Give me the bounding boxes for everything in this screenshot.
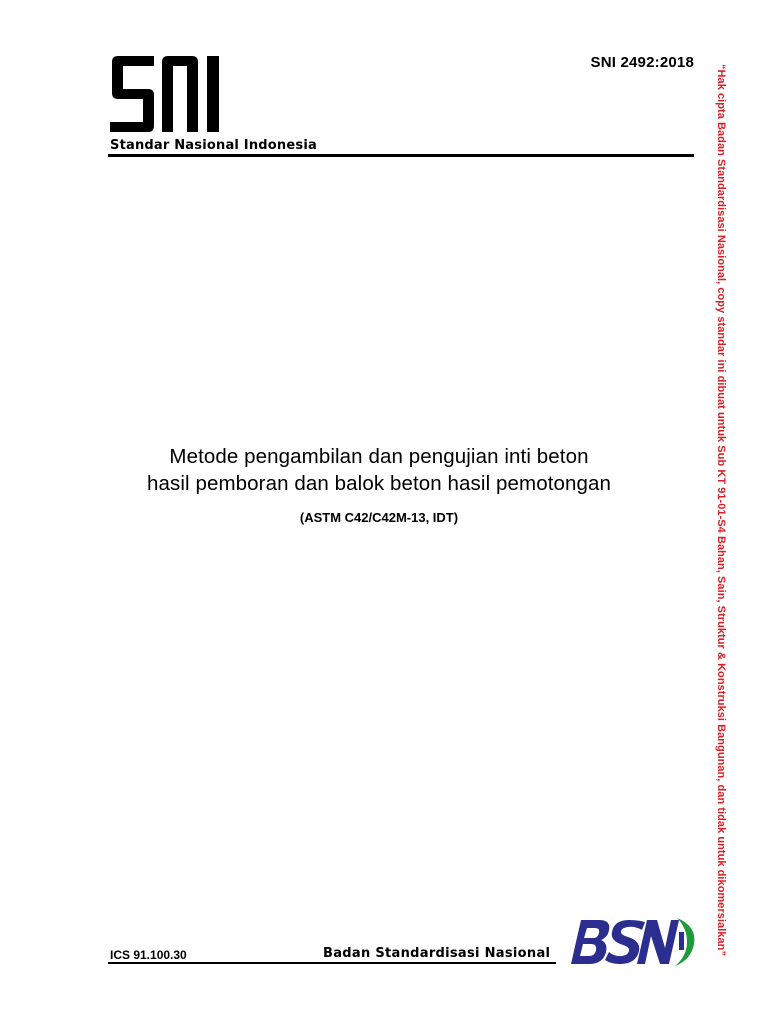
title-line-1: Metode pengambilan dan pengujian inti beton <box>169 445 589 468</box>
footer-divider <box>108 962 556 964</box>
title-line-2: hasil pemboran dan balok beton hasil pemotongan <box>147 472 611 495</box>
ics-code: ICS 91.100.30 <box>110 948 187 962</box>
copyright-text: “Hak cipta Badan Standardisasi Nasional, copy standar ini dibuat untuk Sub KT 91-01-S4 Bahan, Sain, Struktur & Konstruksi Bangunan, dan tidak untuk dikomersialkan” <box>715 64 727 956</box>
adoption-reference: (ASTM C42/C42M-13, IDT) <box>299 510 459 525</box>
bsn-logo <box>565 912 697 970</box>
standard-name: Standar Nasional Indonesia <box>110 138 317 153</box>
document-number: SNI 2492:2018 <box>590 54 694 71</box>
copyright-notice <box>701 20 741 1000</box>
publisher-name: Badan Standardisasi Nasional <box>323 946 551 961</box>
document-title <box>90 443 668 525</box>
header-divider <box>108 154 694 157</box>
sni-logo <box>108 54 232 134</box>
